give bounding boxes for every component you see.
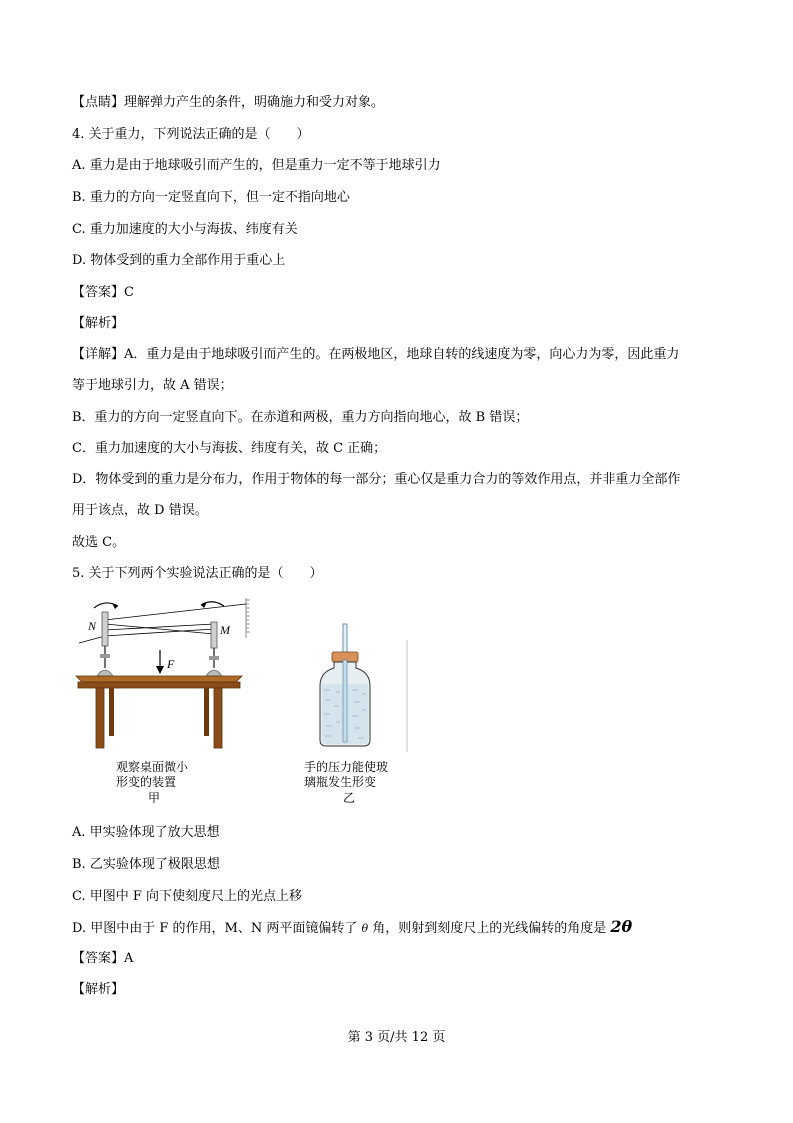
figure-a-caption-3: 甲 — [148, 791, 161, 805]
figure-b-caption-2: 璃瓶发生形变 — [304, 775, 377, 789]
answer-4: 【答案】C — [72, 285, 134, 300]
question-4: 4. 关于重力，下列说法正确的是（ ） — [72, 127, 310, 142]
figure-b-caption-3: 乙 — [343, 791, 356, 805]
theta-symbol: θ — [361, 922, 369, 935]
page-footer: 第 3 页/共 12 页 — [347, 1030, 446, 1045]
option-5c: C. 甲图中 F 向下使刻度尺上的光点上移 — [72, 889, 303, 904]
analysis-4-heading: 【解析】 — [72, 316, 125, 331]
detail-4-conclusion: 故选 C。 — [72, 535, 126, 550]
mirror-n — [97, 612, 113, 676]
option-5d-text-post: 角，则射到刻度尺上的光线偏转的角度是 — [372, 921, 607, 936]
answer-5: 【答案】A — [72, 951, 134, 966]
figure-glass-bottle — [312, 620, 412, 752]
analysis-5-heading: 【解析】 — [72, 982, 125, 997]
option-4a: A. 重力是由于地球吸引而产生的，但是重力一定不等于地球引力 — [72, 158, 441, 173]
two-theta-symbol: 2θ — [610, 917, 633, 936]
option-4d: D. 物体受到的重力全部作用于重心上 — [72, 253, 286, 268]
detail-4-line1: 【详解】A．重力是由于地球吸引而产生的。在两极地区，地球自转的线速度为零，向心力为零，因此重力 — [72, 347, 680, 362]
detail-4-line2: 等于地球引力，故 A 错误； — [72, 378, 233, 393]
figure-table-mirror-apparatus — [74, 594, 254, 756]
detail-4-line5: D．物体受到的重力是分布力，作用于物体的每一部分；重心仅是重力合力的等效作用点，并非重力全部作 — [72, 472, 681, 487]
detail-4-line6: 用于该点，故 D 错误。 — [72, 503, 208, 518]
option-5b: B. 乙实验体现了极限思想 — [72, 857, 220, 872]
option-4c: C. 重力加速度的大小与海拔、纬度有关 — [72, 222, 298, 237]
detail-4-line4: C．重力加速度的大小与海拔、纬度有关，故 C 正确； — [72, 441, 387, 456]
figure-a-caption-1: 观察桌面微小 — [116, 760, 189, 774]
figure-b-caption-1: 手的压力能使玻 — [304, 760, 389, 774]
ruler-scale — [246, 598, 250, 638]
option-5d — [72, 918, 632, 938]
line-dianjing: 【点睛】理解弹力产生的条件，明确施力和受力对象。 — [72, 95, 385, 110]
option-5a: A. 甲实验体现了放大思想 — [72, 825, 220, 840]
question-5: 5. 关于下列两个实验说法正确的是（ ） — [72, 566, 323, 581]
option-4b: B. 重力的方向一定竖直向下，但一定不指向地心 — [72, 190, 350, 205]
table — [76, 676, 242, 748]
detail-4-line3: B．重力的方向一定竖直向下。在赤道和两极，重力方向指向地心，故 B 错误； — [72, 410, 529, 425]
label-m: M — [220, 623, 230, 637]
label-f: F — [167, 657, 175, 671]
option-5d-text-pre: D. 甲图中由于 F 的作用，M、N 两平面镜偏转了 — [72, 921, 358, 936]
figure-a-caption-2: 形变的装置 — [116, 775, 177, 789]
label-n: N — [88, 619, 97, 633]
